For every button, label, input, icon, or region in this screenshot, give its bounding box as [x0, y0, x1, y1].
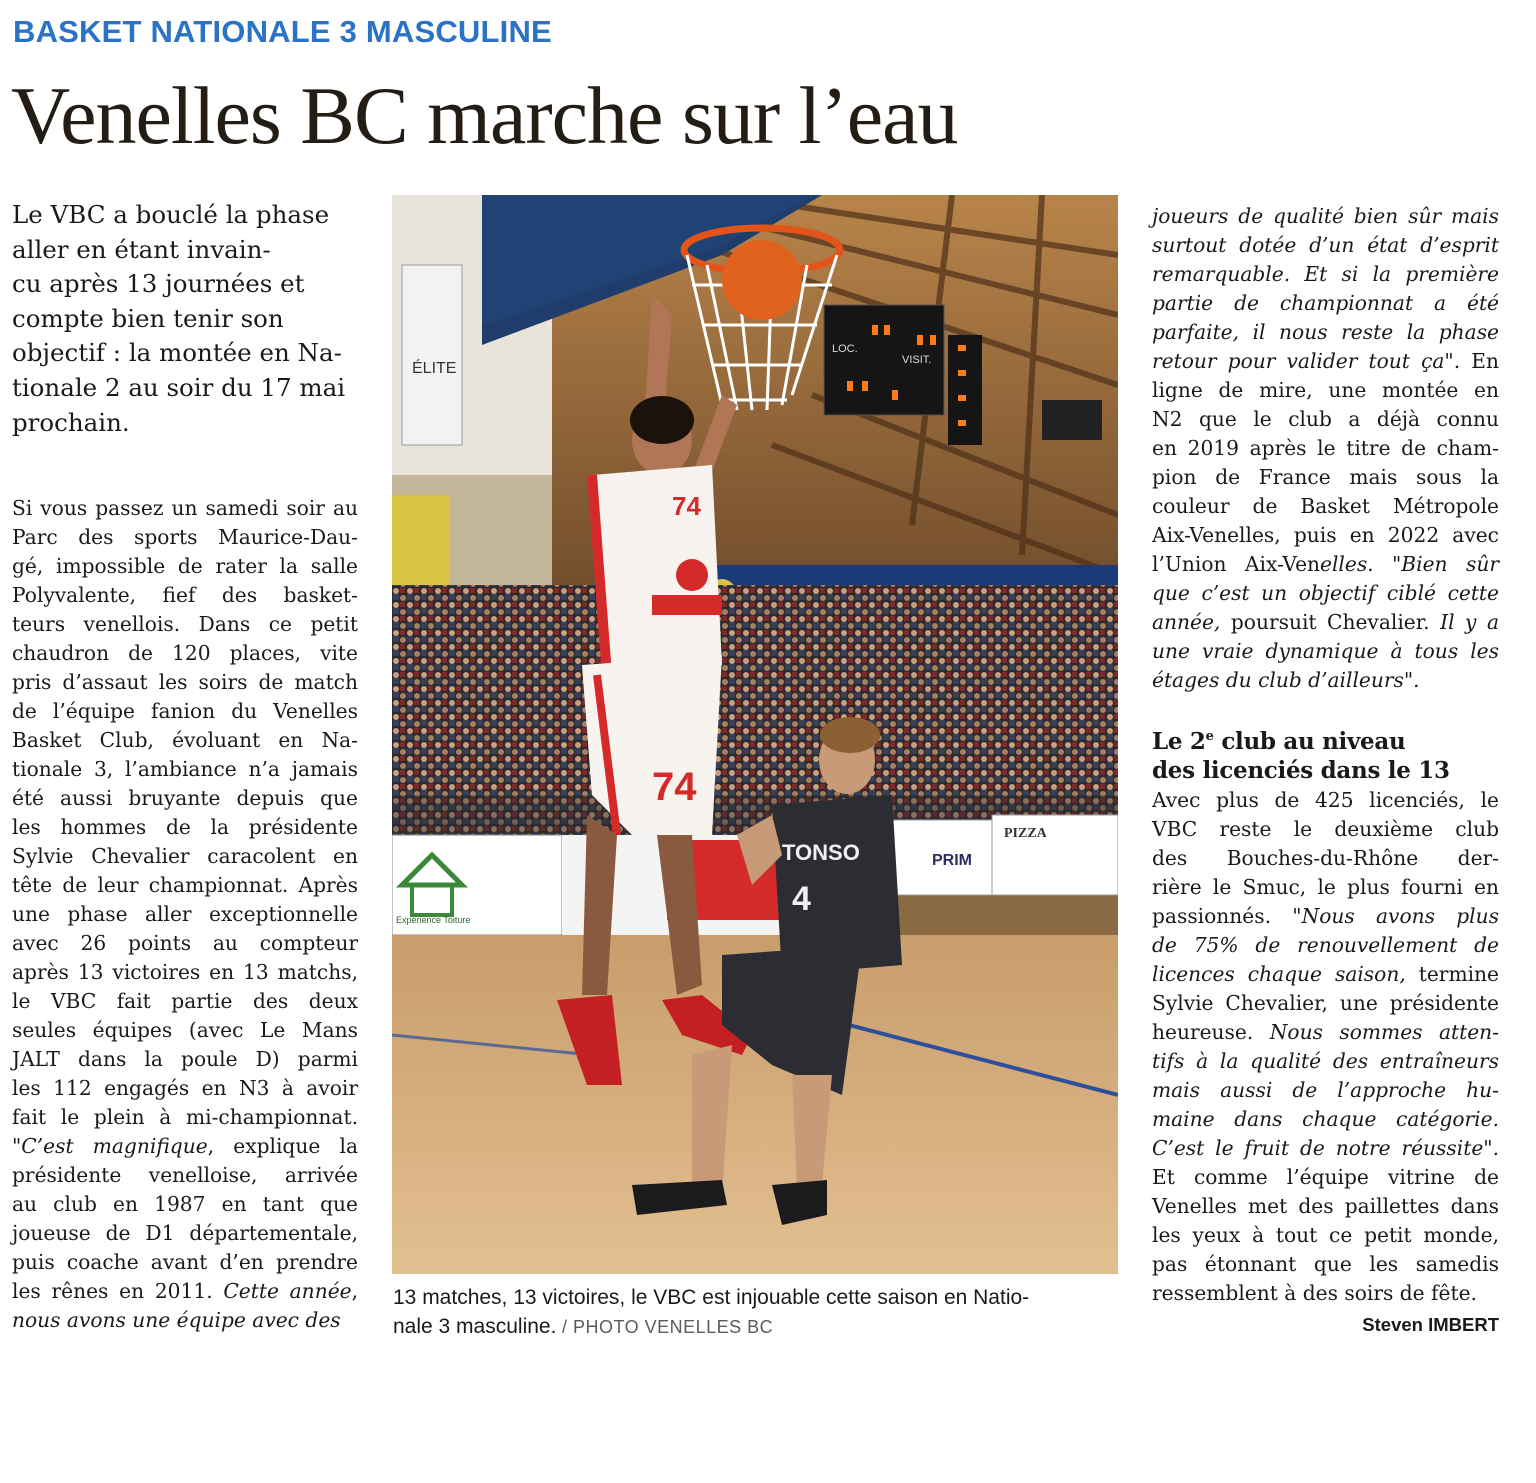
text-line: une vraie dynamique à tous les	[1152, 639, 1499, 663]
text-line: joueuse de D1 départementale,	[12, 1221, 358, 1245]
text-line: Si vous passez un samedi soir au	[12, 496, 358, 520]
text-line: de 75% de renouvellement de	[1152, 933, 1499, 957]
text-line: Avec plus de 425 licenciés, le	[1152, 788, 1499, 812]
text-line: teurs venellois. Dans ce petit	[12, 612, 358, 636]
text-line: joueurs de qualité bien sûr mais	[1152, 204, 1499, 228]
text-line: seules équipes (avec Le Mans	[12, 1018, 358, 1042]
banner-pizza-text: PIZZA	[1004, 826, 1047, 841]
text-line: tête de leur championnat. Après	[12, 873, 358, 897]
text-line: licences chaque saison, termine	[1152, 962, 1499, 986]
text-line: Parc des sports Maurice-Dau-	[12, 525, 358, 549]
text-line: Sylvie Chevalier, une présidente	[1152, 991, 1499, 1015]
article-column-1	[12, 494, 358, 1335]
lead-line: Le VBC a bouclé la phase	[12, 200, 330, 229]
text-line: remarquable. Et si la première	[1152, 262, 1499, 286]
lead-line: objectif : la montée en Na-	[12, 338, 342, 368]
text-line: après 13 victoires en 13 matchs,	[12, 960, 358, 984]
article-headline: Venelles BC marche sur l’eau	[11, 70, 958, 161]
text-line: "C’est magnifique, explique la	[12, 1134, 358, 1158]
text-line: les hommes de la présidente	[12, 815, 358, 839]
caption-text: nale 3 masculine.	[393, 1315, 557, 1338]
lead-line: prochain.	[12, 407, 130, 437]
article-subheading	[1152, 727, 1499, 785]
text-line: retour pour valider tout ça". En	[1152, 349, 1500, 373]
text-line: avec 26 points au compteur	[12, 931, 358, 955]
author-byline: Steven IMBERT	[1362, 1314, 1499, 1335]
jersey-number-front: 74	[672, 491, 701, 521]
text-line: année, poursuit Chevalier. Il y a	[1152, 610, 1499, 634]
text-line: puis coache avant d’en prendre	[12, 1250, 358, 1274]
text-line: des Bouches-du-Rhône der-	[1152, 846, 1499, 870]
text-line: partie de championnat a été	[1152, 291, 1499, 315]
text-line: l’Union Aix-Venelles. "Bien sûr	[1152, 552, 1499, 576]
banner-prim-text: PRIM	[932, 852, 972, 869]
text-line: tionale 3, l’ambiance n’a jamais	[12, 757, 358, 781]
text-line: Aix-Venelles, puis en 2022 avec	[1152, 523, 1499, 547]
subheading-text: Le 2	[1152, 728, 1206, 755]
text-line: ligne de mire, une montée en	[1152, 378, 1499, 402]
scoreboard-loc-text: LOC.	[832, 343, 858, 355]
opponent-sponsor-text: TONSO	[782, 840, 860, 865]
scoreboard-visit-text: VISIT.	[902, 354, 932, 366]
text-line: heureuse. Nous sommes atten-	[1152, 1020, 1499, 1044]
text-line: nous avons une équipe avec des	[12, 1308, 341, 1332]
text-line: parfaite, il nous reste la phase	[1152, 320, 1499, 344]
text-line: au club en 1987 en tant que	[12, 1192, 358, 1216]
text-line: les yeux à tout ce petit monde,	[1152, 1223, 1499, 1247]
banner-elite-text: ÉLITE	[412, 360, 457, 377]
text-line: en 2019 après le titre de cham-	[1152, 436, 1499, 460]
text-line: de l’équipe fanion du Venelles	[12, 699, 358, 723]
text-line: les rênes en 2011. Cette année,	[12, 1279, 359, 1303]
banner-experience-text: Expérience Toiture	[396, 915, 471, 925]
text-line: que c’est un objectif ciblé cette	[1152, 581, 1499, 605]
jersey-number-back: 74	[652, 765, 697, 809]
article-photo	[392, 195, 1118, 1274]
article-column-3	[1152, 202, 1499, 695]
text-line: tifs à la qualité des entraîneurs	[1152, 1049, 1499, 1073]
text-line: couleur de Basket Métropole	[1152, 494, 1499, 518]
subheading-line-2: des licenciés dans le 13	[1152, 757, 1450, 784]
text-line: Basket Club, évoluant en Na-	[12, 728, 358, 752]
lead-line: aller en étant invain-	[12, 234, 271, 264]
text-line: VBC reste le deuxième club	[1152, 817, 1499, 841]
caption-line: 13 matches, 13 victoires, le VBC est injouable cette saison en Natio-	[393, 1286, 1030, 1309]
text-line: les 112 engagés en N3 à avoir	[12, 1076, 358, 1100]
text-line: Et comme l’équipe vitrine de	[1152, 1165, 1499, 1189]
text-line: chaudron de 120 places, vite	[12, 641, 358, 665]
text-line: étages du club d’ailleurs".	[1152, 668, 1420, 692]
text-line: gé, impossible de rater la salle	[12, 554, 358, 578]
text-line: rière le Smuc, le plus fourni en	[1152, 875, 1499, 899]
text-line: pas étonnant que les samedis	[1152, 1252, 1499, 1276]
text-line: mais aussi de l’approche hu-	[1152, 1078, 1499, 1102]
caption-line-2	[393, 1312, 1117, 1342]
text-line: Sylvie Chevalier caracolent en	[12, 844, 358, 868]
text-line: passionnés. "Nous avons plus	[1152, 904, 1499, 928]
section-kicker: BASKET NATIONALE 3 MASCULINE	[13, 14, 552, 49]
photo-credit: / PHOTO VENELLES BC	[556, 1317, 774, 1337]
text-line: C’est le fruit de notre réussite".	[1152, 1136, 1499, 1160]
text-line: JALT dans la poule D) parmi	[12, 1047, 358, 1071]
subheading-line-1	[1152, 727, 1499, 756]
text-line: été aussi bruyante depuis que	[12, 786, 358, 810]
text-line: pion de France mais sous la	[1152, 465, 1499, 489]
text-line: le VBC fait partie des deux	[12, 989, 358, 1013]
text-line: Polyvalente, fief des basket-	[12, 583, 358, 607]
article-column-3-part-2	[1152, 786, 1499, 1308]
text-line: pris d’assaut les soirs de match	[12, 670, 358, 694]
photo-caption	[393, 1283, 1117, 1342]
text-line: surtout dotée d’un état d’esprit	[1152, 233, 1499, 257]
subheading-superscript: e	[1205, 729, 1214, 744]
lead-line: cu après 13 journées et	[12, 269, 305, 299]
basketball-dunk-photo	[392, 195, 1118, 1274]
text-line: maine dans chaque catégorie.	[1152, 1107, 1499, 1131]
lead-line: tionale 2 au soir du 17 mai	[12, 372, 346, 402]
lead-line: compte bien tenir son	[12, 303, 284, 333]
text-line: N2 que le club a déjà connu	[1152, 407, 1499, 431]
opponent-number: 4	[792, 880, 811, 918]
text-line: présidente venelloise, arrivée	[12, 1163, 358, 1187]
article-lead	[12, 198, 358, 440]
text-line: une phase aller exceptionnelle	[12, 902, 358, 926]
text-line: ressemblent à des soirs de fête.	[1152, 1281, 1477, 1305]
subheading-text-rest: club au niveau	[1213, 728, 1406, 755]
text-line: fait le plein à mi-championnat.	[12, 1105, 358, 1129]
text-line: Venelles met des paillettes dans	[1152, 1194, 1499, 1218]
